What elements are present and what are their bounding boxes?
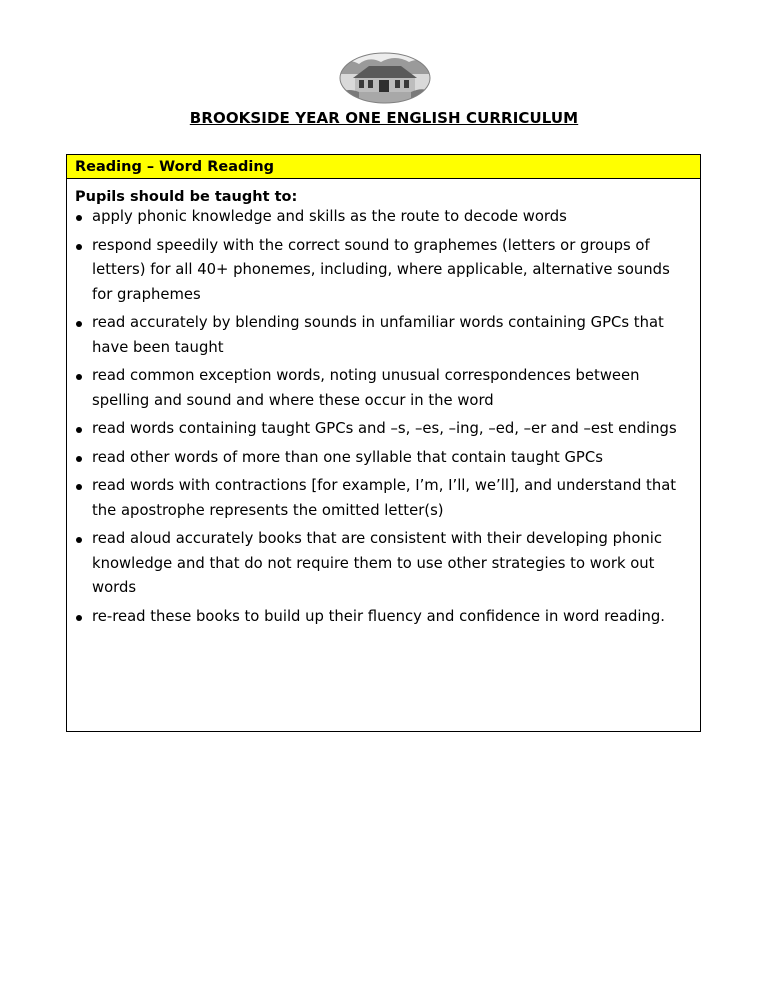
curriculum-table: [66, 154, 701, 732]
bullet-icon: [76, 215, 82, 221]
list-item: [75, 474, 692, 523]
objectives-list: [75, 205, 692, 629]
list-item: [75, 527, 692, 601]
list-item: [75, 364, 692, 413]
bullet-icon: [76, 456, 82, 462]
list-item-text: read accurately by blending sounds in unfamiliar words containing GPCs that have been taught: [92, 314, 664, 356]
section-body: [67, 179, 700, 629]
list-item-text: read common exception words, noting unusual correspondences between spelling and sound and where these occur in the word: [92, 367, 640, 409]
list-item-text: respond speedily with the correct sound to graphemes (letters or groups of letters) for all 40+ phonemes, including, where applicable, alternative sounds for graphemes: [92, 236, 670, 303]
bullet-icon: [76, 615, 82, 621]
bullet-icon: [76, 321, 82, 327]
list-item-text: read words containing taught GPCs and –s, –es, –ing, –ed, –er and –est endings: [92, 420, 677, 437]
document-title: BROOKSIDE YEAR ONE ENGLISH CURRICULUM: [189, 109, 579, 127]
list-item-text: apply phonic knowledge and skills as the route to decode words: [92, 208, 567, 225]
section-header: Reading – Word Reading: [67, 155, 700, 179]
list-item: [75, 605, 692, 630]
list-item-text: re-read these books to build up their fluency and confidence in word reading.: [92, 607, 666, 625]
list-item: [75, 311, 692, 360]
bullet-icon: [76, 244, 82, 250]
list-item-text: read words with contractions [for example, I’m, I’ll, we’ll], and understand that the apostrophe represents the omitted letter(s): [92, 477, 677, 519]
list-item-text: read aloud accurately books that are consistent with their developing phonic knowledge and that do not require them to use other strategies to work out words: [92, 530, 663, 596]
bullet-icon: [76, 427, 82, 433]
list-item: [75, 234, 692, 308]
section-intro: Pupils should be taught to:: [75, 189, 298, 205]
list-item: [75, 446, 692, 471]
bullet-icon: [76, 484, 82, 490]
bullet-icon: [76, 374, 82, 380]
list-item: [75, 417, 692, 442]
school-logo: [339, 52, 431, 104]
bullet-icon: [76, 537, 82, 543]
list-item-text: read other words of more than one syllable that contain taught GPCs: [92, 448, 603, 466]
list-item: [75, 205, 692, 230]
